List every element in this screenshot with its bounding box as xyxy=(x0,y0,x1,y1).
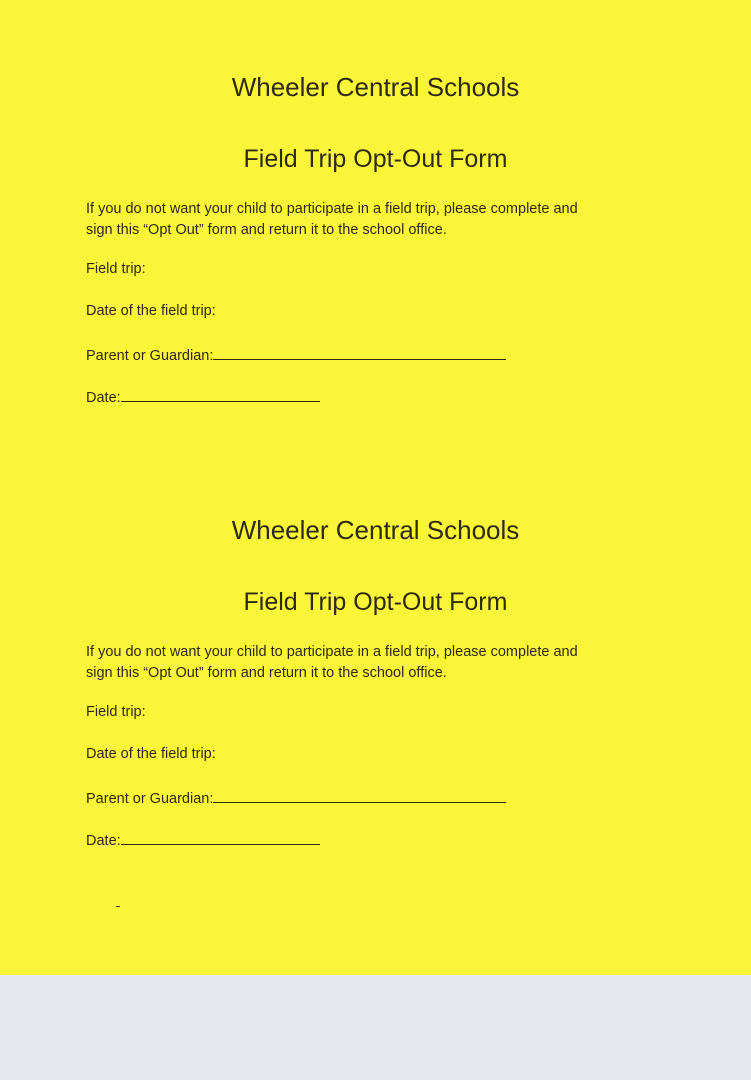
scanner-background xyxy=(0,975,751,1080)
trip-date-label: Date of the field trip: xyxy=(86,303,216,319)
guardian-signature-line[interactable] xyxy=(213,788,506,803)
instructions-line-2: sign this “Opt Out” form and return it to the school office. xyxy=(86,665,447,681)
form-title: Field Trip Opt-Out Form xyxy=(243,145,508,173)
date-label: Date: xyxy=(86,390,121,406)
field-trip-field xyxy=(86,704,146,720)
trip-date-field xyxy=(86,303,216,319)
date-field xyxy=(86,387,320,406)
form-title: Field Trip Opt-Out Form xyxy=(243,588,508,616)
trip-date-label: Date of the field trip: xyxy=(86,746,216,762)
field-trip-label: Field trip: xyxy=(86,704,146,720)
guardian-label: Parent or Guardian: xyxy=(86,791,214,807)
school-name: Wheeler Central Schools xyxy=(231,515,520,545)
instructions xyxy=(86,199,666,241)
date-signature-line[interactable] xyxy=(121,387,320,402)
instructions-line-2: sign this “Opt Out” form and return it to the school office. xyxy=(86,222,447,238)
date-field xyxy=(86,830,320,849)
date-signature-line[interactable] xyxy=(121,830,320,845)
school-name: Wheeler Central Schools xyxy=(231,72,520,102)
trip-date-field xyxy=(86,746,216,762)
instructions xyxy=(86,642,666,684)
instructions-line-1: If you do not want your child to participate in a field trip, please complete and xyxy=(86,201,578,217)
date-label: Date: xyxy=(86,833,121,849)
instructions-line-1: If you do not want your child to participate in a field trip, please complete and xyxy=(86,644,578,660)
guardian-field xyxy=(86,788,506,807)
guardian-signature-line[interactable] xyxy=(213,345,506,360)
guardian-label: Parent or Guardian: xyxy=(86,348,214,364)
field-trip-label: Field trip: xyxy=(86,261,146,277)
guardian-field xyxy=(86,345,506,364)
scan-speck xyxy=(116,906,120,907)
field-trip-field xyxy=(86,261,146,277)
